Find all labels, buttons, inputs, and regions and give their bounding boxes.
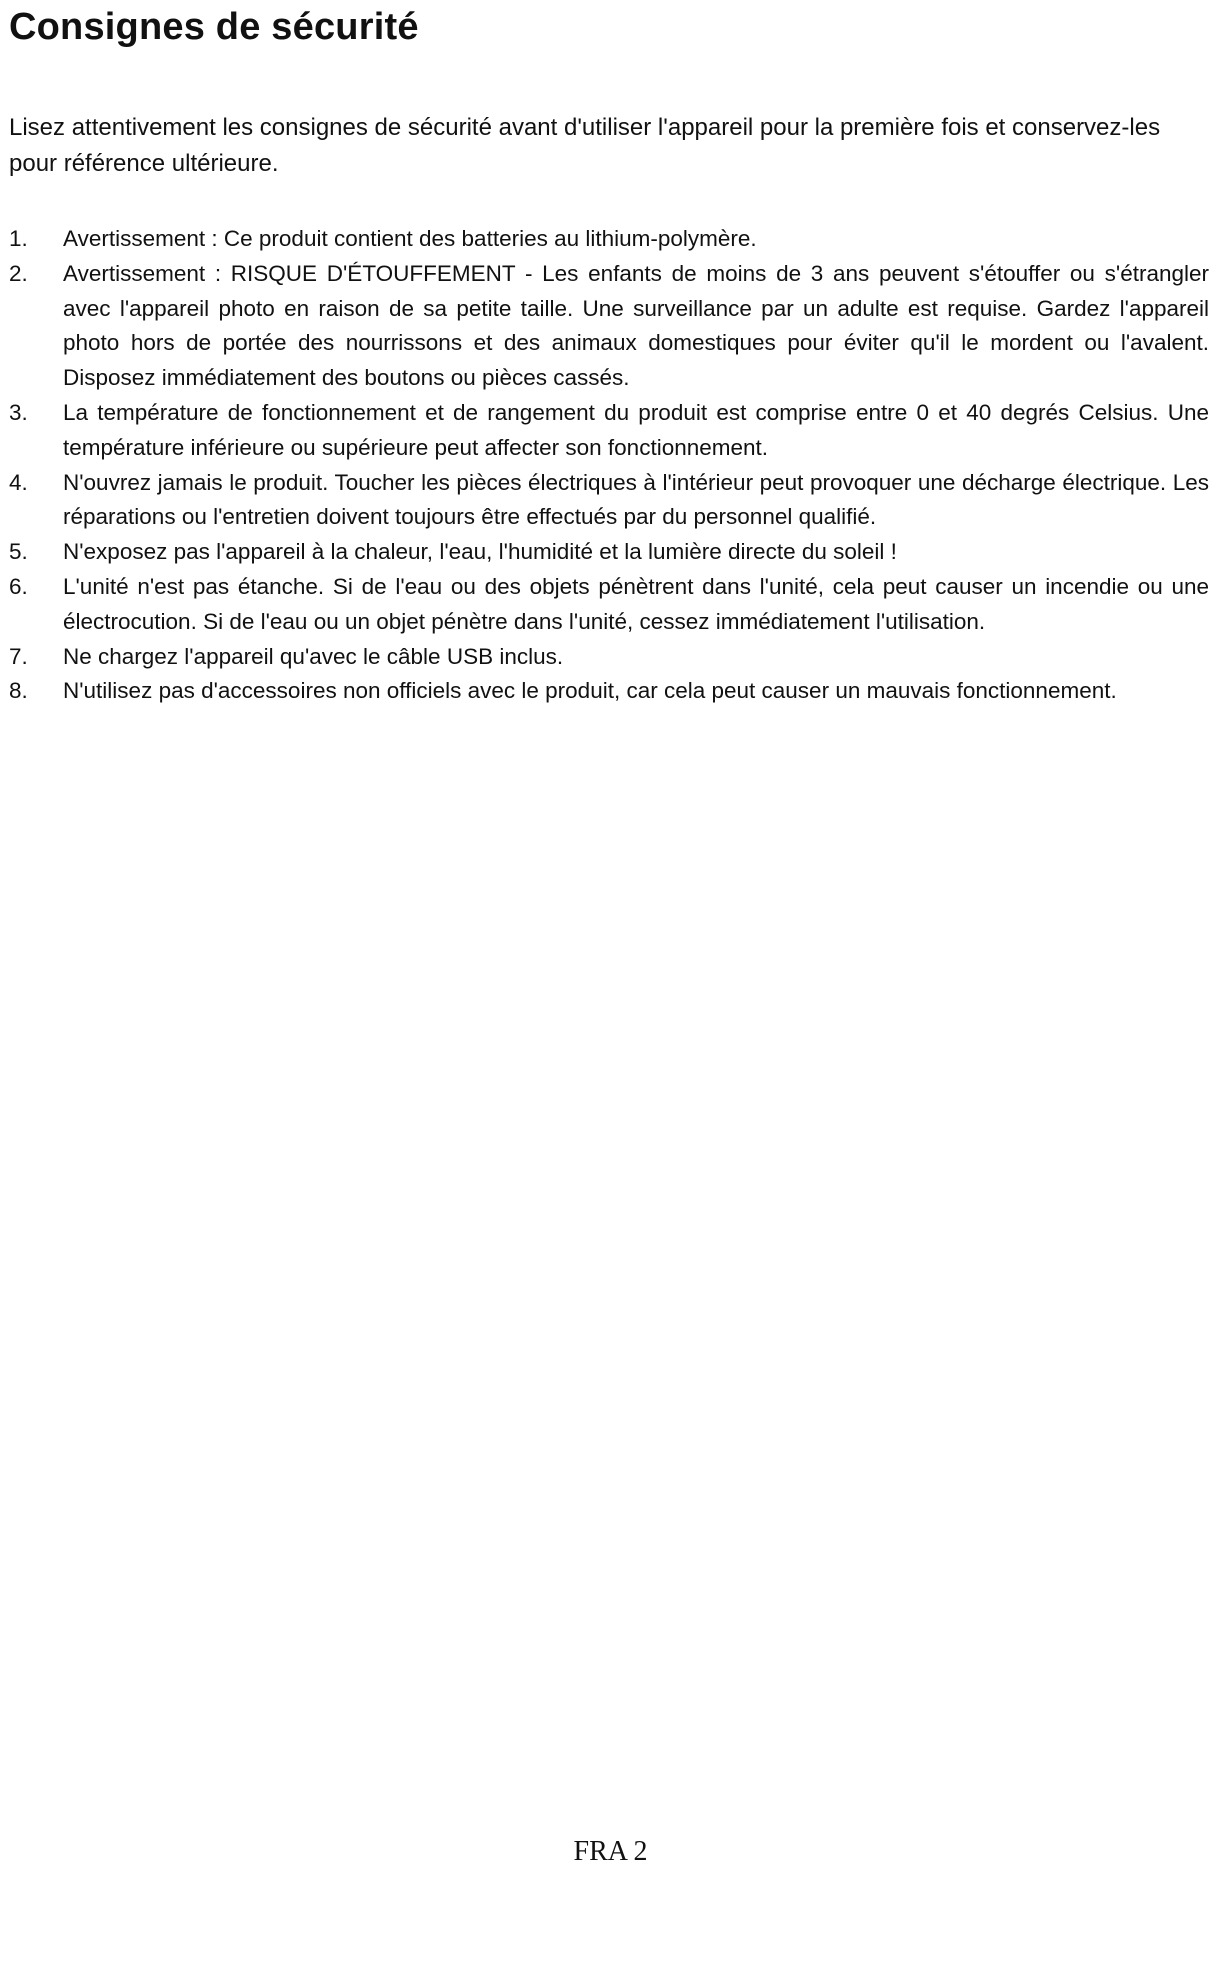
list-item	[9, 257, 1209, 396]
list-item	[9, 396, 1209, 466]
list-item-number: 8.	[9, 678, 28, 704]
page-number: FRA 2	[573, 1836, 648, 1867]
list-item-text: La température de fonctionnement et de rangement du produit est comprise entre 0 et 40 degrés Celsius. Une température inférieure ou supérieure peut affecter son fonctionnement.	[63, 399, 1209, 460]
list-item-text: N'exposez pas l'appareil à la chaleur, l'eau, l'humidité et la lumière directe du soleil !	[63, 539, 897, 565]
page-title: Consignes de sécurité	[9, 6, 419, 48]
list-item-text: Ne chargez l'appareil qu'avec le câble USB inclus.	[63, 643, 564, 669]
list-item-text: N'ouvrez jamais le produit. Toucher les pièces électriques à l'intérieur peut provoquer une décharge électrique. Les réparations ou l'entretien doivent toujours être effectués par du personnel qualifié.	[63, 469, 1209, 530]
intro-paragraph: Lisez attentivement les consignes de sécurité avant d'utiliser l'appareil pour la première fois et conservez-les pour référence ultérieure.	[9, 114, 1161, 177]
list-item-number: 5.	[9, 539, 28, 565]
list-item	[9, 640, 1209, 675]
list-item	[9, 674, 1209, 709]
list-item	[9, 466, 1209, 536]
list-item-number: 6.	[9, 573, 28, 599]
list-item-text: L'unité n'est pas étanche. Si de l'eau ou des objets pénètrent dans l'unité, cela peut causer un incendie ou une électrocution. Si de l'eau ou un objet pénètre dans l'unité, cessez immédiatement l'utilisation.	[63, 573, 1209, 634]
list-item-text: Avertissement : RISQUE D'ÉTOUFFEMENT - Les enfants de moins de 3 ans peuvent s'étouffer ou s'étrangler avec l'appareil photo en raison de sa petite taille. Une surveillance par un adulte est requise. Gardez l'appareil photo hors de portée des nourrissons et des animaux domestiques pour éviter qu'il le mordent ou l'avalent. Disposez immédiatement des boutons ou pièces cassés.	[63, 260, 1209, 391]
safety-instructions-list	[9, 222, 1209, 709]
list-item-number: 3.	[9, 399, 28, 425]
list-item-number: 7.	[9, 643, 28, 669]
list-item	[9, 222, 1209, 257]
list-item	[9, 535, 1209, 570]
list-item-number: 1.	[9, 226, 28, 251]
list-item	[9, 570, 1209, 640]
list-item-number: 2.	[9, 260, 28, 286]
list-item-text: N'utilisez pas d'accessoires non officiels avec le produit, car cela peut causer un mauvais fonctionnement.	[63, 678, 1117, 704]
list-item-number: 4.	[9, 469, 28, 495]
list-item-text: Avertissement : Ce produit contient des batteries au lithium-polymère.	[63, 226, 757, 251]
